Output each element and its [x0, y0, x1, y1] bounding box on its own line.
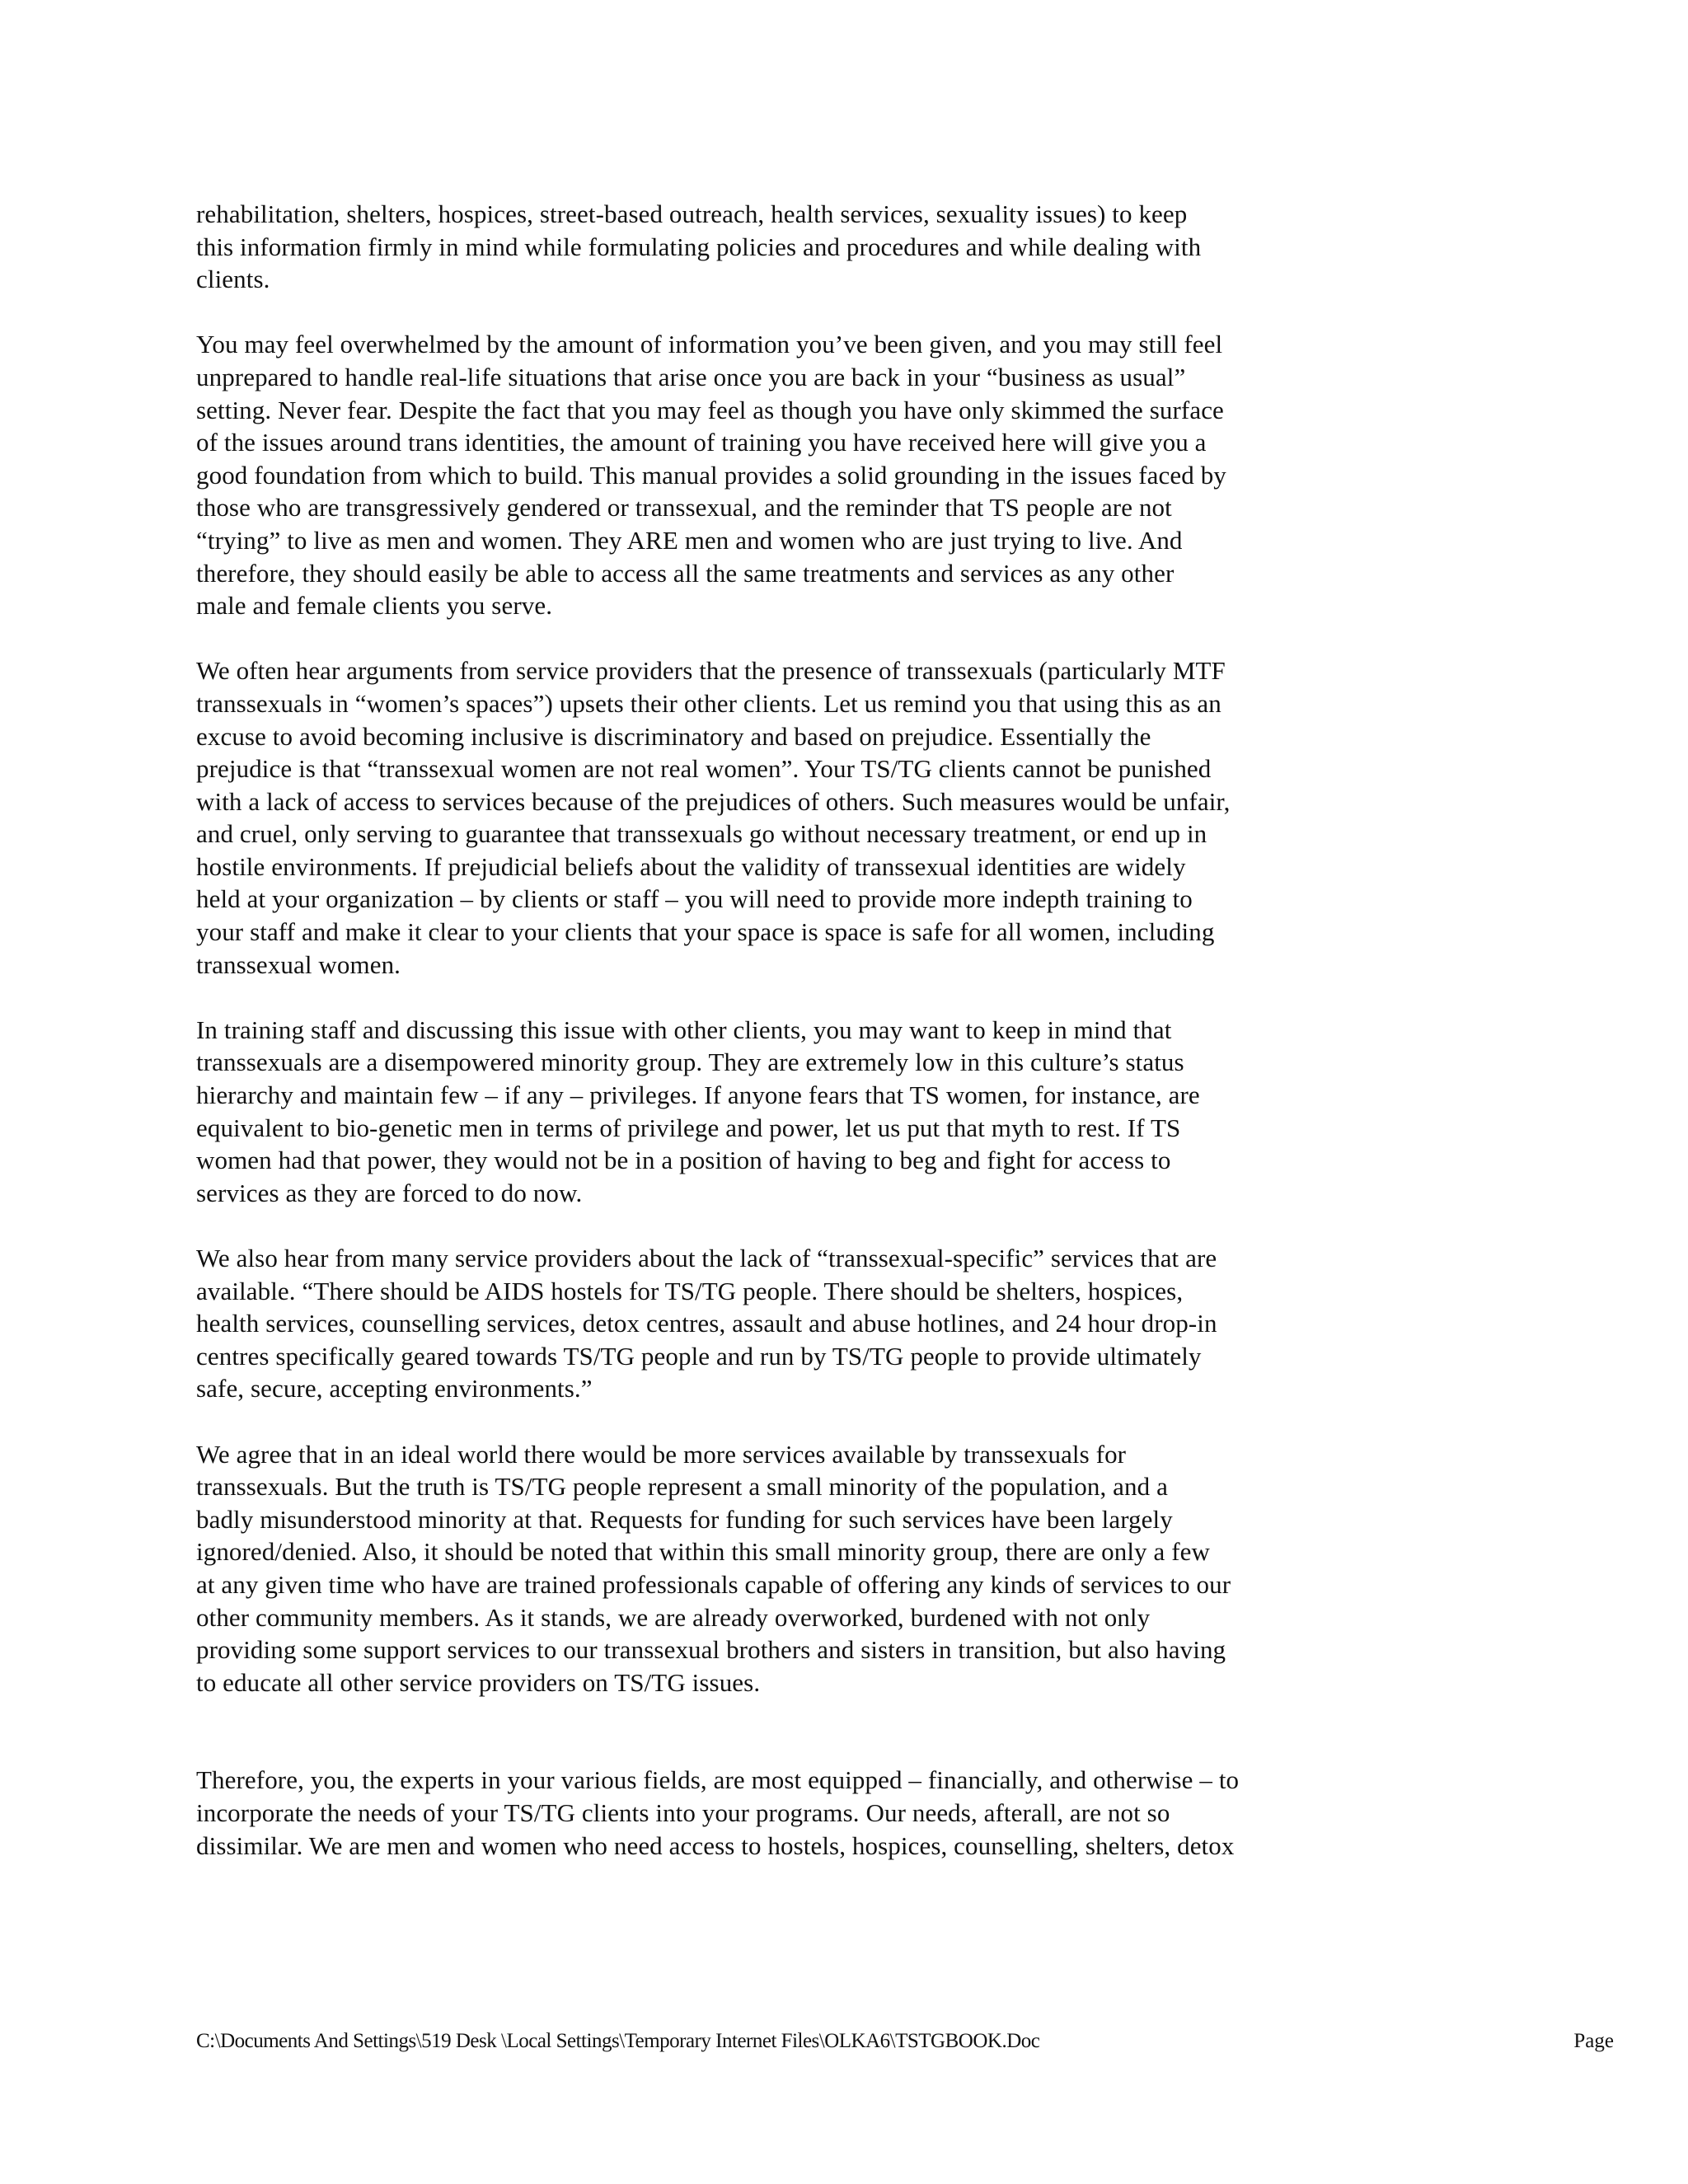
paragraph-6: We agree that in an ideal world there would be more services available by transsexuals for transsexuals. But the truth is TS/TG people represent a small minority of the population, and a badly misunderstood minority at that. Requests for funding for such services have been largely ignored/denied. Also, it should be noted that within this small minority group, there are only a few at any given time who have are trained professionals capable of offering any kinds of services to our other community members. As it stands, we are already overworked, burdened with not only providing some support services to our transsexual brothers and sisters in transition, but also having to educate all other service providers on TS/TG issues.	[196, 1439, 1231, 1697]
footer-page-label: Page	[1573, 2030, 1614, 2052]
paragraph-5: We also hear from many service providers about the lack of “transsexual-specific” services that are available. “There should be AIDS hostels for TS/TG people. There should be shelters, hospices, health services, counselling services, detox centres, assault and abuse hotlines, and 24 hour drop-in centres specifically geared towards TS/TG people and run by TS/TG people to provide ultimately safe, secure, accepting environments.”	[196, 1244, 1217, 1404]
paragraph-3: We often hear arguments from service providers that the presence of transsexuals (particularly MTF transsexuals in “women’s spaces”) upsets their other clients. Let us remind you that using this as an excuse to avoid becoming inclusive is discriminatory and based on prejudice. Essentially the prejudice is that “transsexual women are not real women”. Your TS/TG clients cannot be punished with a lack of access to services because of the prejudices of others. Such measures would be unfair, and cruel, only serving to guarantee that transsexuals go without necessary treatment, or end up in hostile environments. If prejudicial beliefs about the validity of transsexual identities are widely held at your organization – by clients or staff – you will need to provide more indepth training to your staff and make it clear to your clients that your space is space is safe for all women, including transsexual women.	[196, 656, 1231, 979]
document-body	[196, 198, 1470, 1895]
paragraph-2: You may feel overwhelmed by the amount of information you’ve been given, and you may still feel unprepared to handle real-life situations that arise once you are back in your “business as usual” setting. Never fear. Despite the fact that you may feel as though you have only skimmed the surface of the issues around trans identities, the amount of training you have received here will give you a good foundation from which to build. This manual provides a solid grounding in the issues faced by those who are transgressively gendered or transsexual, and the reminder that TS people are not “trying” to live as men and women. They ARE men and women who are just trying to live. And therefore, they should easily be able to access all the same treatments and services as any other male and female clients you serve.	[196, 330, 1226, 621]
paragraph-7: Therefore, you, the experts in your various fields, are most equipped – financially, and otherwise – to incorporate the needs of your TS/TG clients into your programs. Our needs, afterall, are not so dissimilar. We are men and women who need access to hostels, hospices, counselling, shelters, detox	[196, 1765, 1240, 1860]
paragraph-4: In training staff and discussing this issue with other clients, you may want to keep in mind that transsexuals are a disempowered minority group. They are extremely low in this culture’s status hierarchy and maintain few – if any – privileges. If anyone fears that TS women, for instance, are equivalent to bio-genetic men in terms of privilege and power, let us put that myth to rest. If TS women had that power, they would not be in a position of having to beg and fight for access to services as they are forced to do now.	[196, 1015, 1200, 1207]
paragraph-1: rehabilitation, shelters, hospices, street-based outreach, health services, sexuality issues) to keep this information firmly in mind while formulating policies and procedures and while dealing with clients.	[196, 199, 1202, 294]
page-footer	[196, 2030, 1614, 2058]
footer-file-path: C:\Documents And Settings\519 Desk \Local Settings\Temporary Internet Files\OLKA6\TSTGBOOK.Doc	[196, 2030, 1040, 2052]
